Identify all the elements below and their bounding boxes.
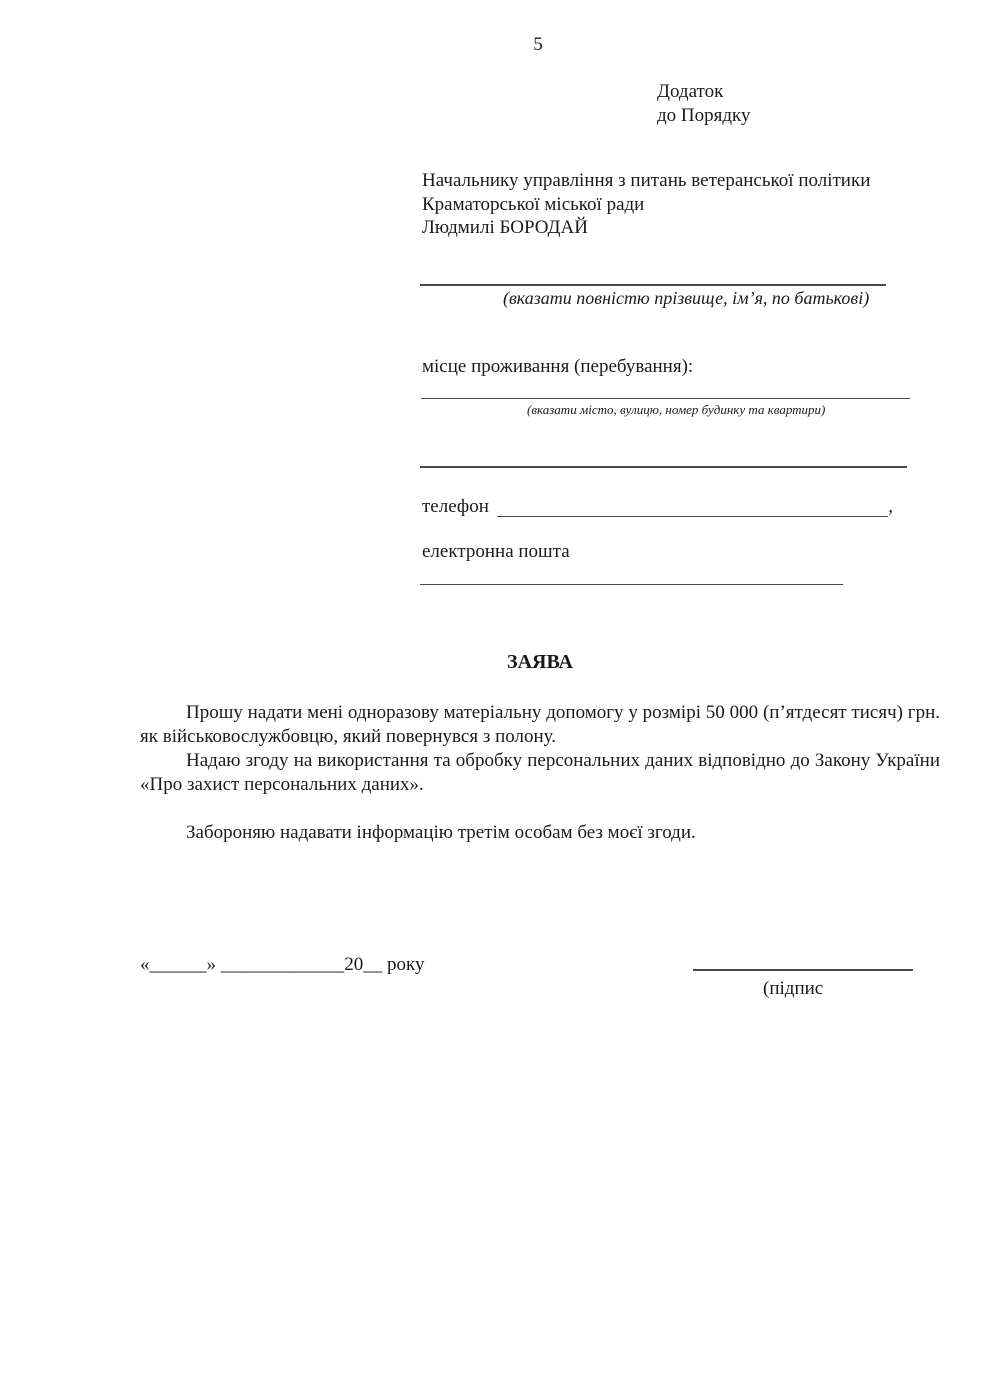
appendix-line-2: до Порядку — [657, 105, 751, 126]
email-blank-line — [420, 584, 843, 585]
residence-label: місце проживання (перебування): — [422, 356, 694, 377]
email-label: електронна пошта — [422, 541, 570, 562]
signature-caption: (підпис — [763, 978, 824, 999]
addressee-line-1: Начальнику управління з питань ветеранської політики — [422, 170, 871, 191]
addressee-line-3: Людмилі БОРОДАЙ — [422, 217, 588, 238]
statement-paragraph-2: Надаю згоду на використання та обробку персональних даних відповідно до Закону України «Про захист персональних даних». — [140, 750, 940, 795]
statement-title: ЗАЯВА — [507, 651, 573, 673]
statement-paragraph-1: Прошу надати мені одноразову матеріальну допомогу у розмірі 50 000 (п’ятдесят тисяч) грн. як військовослужбовцю, який повернувся з полону. — [140, 702, 940, 747]
page-number: 5 — [533, 34, 543, 55]
signature-blank-line — [693, 969, 913, 971]
statement-paragraph-3: Забороняю надавати інформацію третім особам без моєї згоди. — [186, 822, 696, 843]
statement-body — [140, 701, 940, 845]
fullname-blank-line — [420, 284, 886, 286]
phone-label: телефон — [422, 496, 489, 517]
fullname-hint: (вказати повністю прізвище, ім’я, по батькові) — [503, 288, 870, 308]
appendix-block — [657, 80, 751, 128]
phone-row — [422, 497, 893, 517]
residence-blank-line — [421, 398, 910, 399]
phone-comma: , — [888, 496, 893, 517]
date-line: «______» _____________20__ року — [140, 954, 425, 975]
appendix-line-1: Додаток — [657, 81, 724, 102]
addressee-block — [422, 169, 922, 240]
addressee-line-2: Краматорської міської ради — [422, 193, 645, 215]
residence-hint: (вказати місто, вулицю, номер будинку та квартири) — [527, 402, 826, 417]
phone-blank-line — [497, 498, 888, 517]
residence-blank-line-2 — [420, 466, 907, 468]
